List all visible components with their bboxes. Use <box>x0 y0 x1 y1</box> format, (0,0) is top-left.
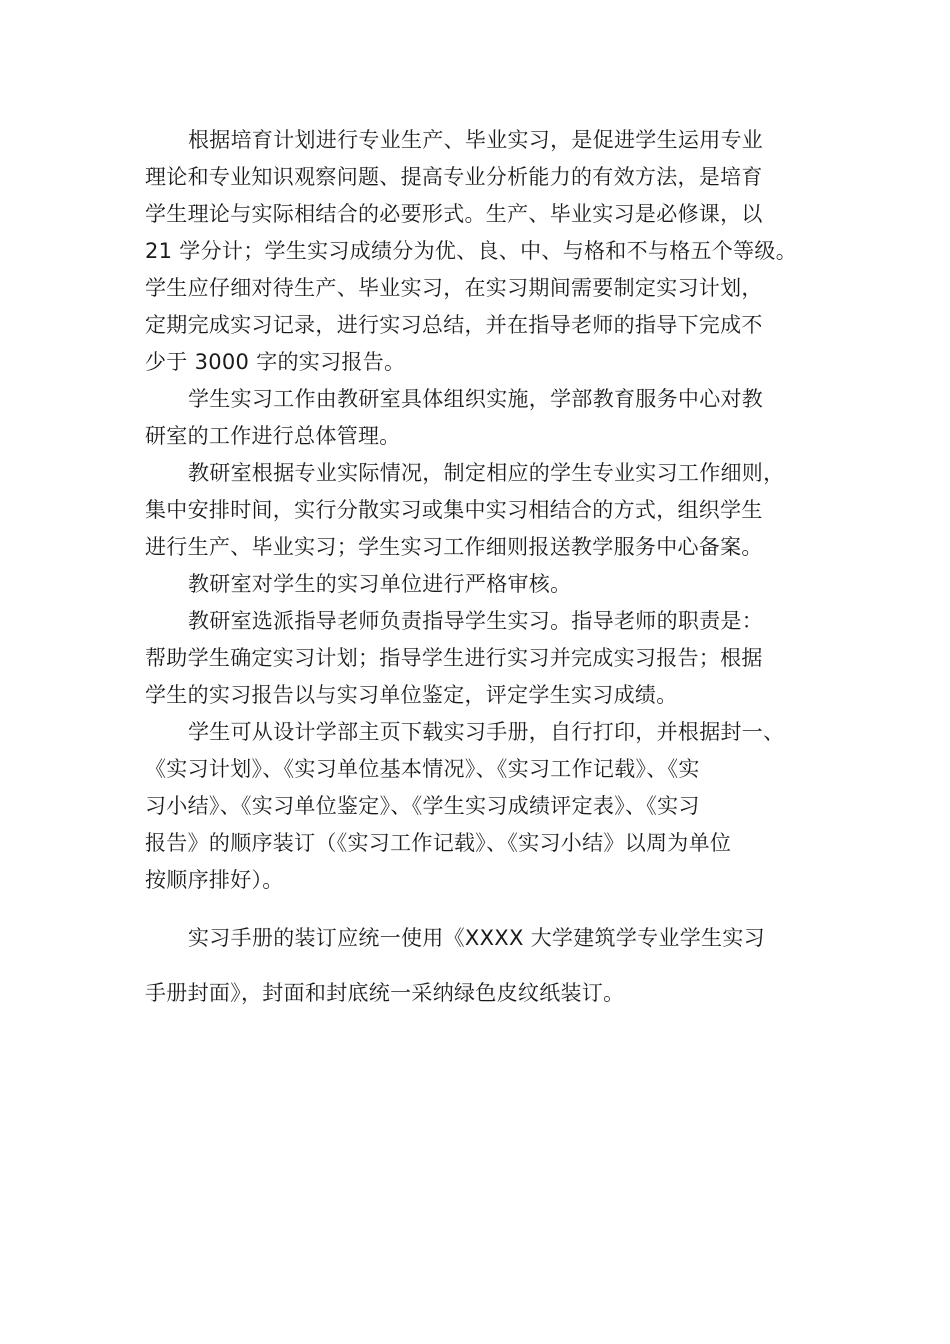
document-body <box>145 122 825 1021</box>
text-line: 学生的实习报告以与实习单位鉴定，评定学生实习成绩。 <box>145 683 678 707</box>
paragraph-supervisor-duties <box>145 603 825 714</box>
text-line: 学生理论与实际相结合的必要形式。生产、毕业实习是必修课，以 <box>145 202 763 226</box>
paragraph-work-rules <box>145 455 825 566</box>
paragraph-unit-review <box>145 566 825 603</box>
text-line: 实习手册的装订应统一使用《XXXX 大学建筑学专业学生实习 <box>188 926 765 950</box>
text-line: 教研室根据专业实际情况，制定相应的学生专业实习工作细则， <box>188 461 785 485</box>
text-line: 学生实习工作由教研室具体组织实施，学部教育服务中心对教 <box>188 387 764 411</box>
text-line: 少于 3000 字的实习报告。 <box>145 350 406 374</box>
text-line: 理论和专业知识观察问题、提高专业分析能力的有效方法，是培育 <box>145 165 763 189</box>
paragraph-internship-purpose <box>145 122 825 381</box>
text-line: 报告》的顺序装订（《实习工作记载》、《实习小结》以周为单位 <box>145 831 732 855</box>
paragraph-organization <box>145 381 825 455</box>
text-line: 21 学分计；学生实习成绩分为优、良、中、与格和不与格五个等级。 <box>145 239 797 263</box>
text-line: 按顺序排好）。 <box>145 868 284 892</box>
text-line: 《实习计划》、《实习单位基本情况》、《实习工作记载》、《实 <box>145 757 700 781</box>
text-line: 定期完成实习记录，进行实习总结，并在指导老师的指导下完成不 <box>145 313 763 337</box>
text-line: 学生可从设计学部主页下载实习手册，自行打印，并根据封一、 <box>188 720 785 744</box>
paragraph-handbook-binding-order <box>145 714 825 899</box>
text-line: 学生应仔细对待生产、毕业实习，在实习期间需要制定实习计划， <box>145 276 763 300</box>
text-line: 集中安排时间，实行分散实习或集中实习相结合的方式，组织学生 <box>145 498 763 522</box>
paragraph-cover-binding <box>145 911 825 1021</box>
text-line: 教研室对学生的实习单位进行严格审核。 <box>188 572 572 596</box>
text-line: 帮助学生确定实习计划；指导学生进行实习并完成实习报告；根据 <box>145 646 763 670</box>
text-line: 教研室选派指导老师负责指导学生实习。指导老师的职责是： <box>188 609 764 633</box>
text-line: 手册封面》，封面和封底统一采纳绿色皮纹纸装订。 <box>145 981 625 1005</box>
text-line: 习小结》、《实习单位鉴定》、《学生实习成绩评定表》、《实习 <box>145 794 700 818</box>
text-line: 进行生产、毕业实习；学生实习工作细则报送教学服务中心备案。 <box>145 535 763 559</box>
text-line: 根据培育计划进行专业生产、毕业实习，是促进学生运用专业 <box>188 128 764 152</box>
text-line: 研室的工作进行总体管理。 <box>145 424 401 448</box>
